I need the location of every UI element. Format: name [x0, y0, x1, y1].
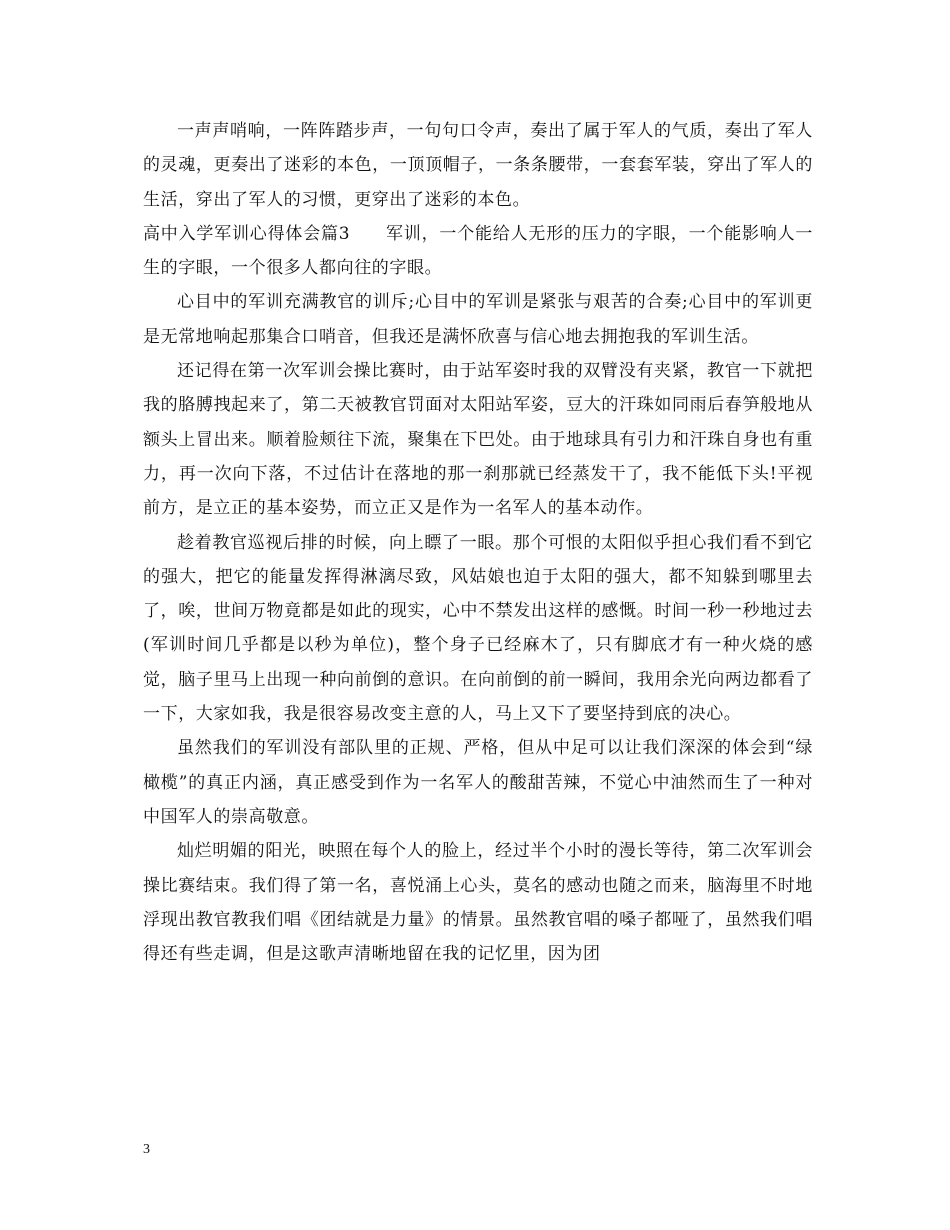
page-number: 3 [143, 1142, 150, 1157]
paragraph-4: 还记得在第一次军训会操比赛时，由于站军姿时我的双臂没有夹紧，教官一下就把我的胳膊拽起来了，第二天被教官罚面对太阳站军姿，豆大的汗珠如同雨后春笋般地从额头上冒出来。顺着脸颊往下流，聚集在下巴处。由于地球具有引力和汗珠自身也有重力，再一次向下落，不过估计在落地的那一刹那就已经蒸发干了，我不能低下头!平视前方，是立正的基本姿势，而立正又是作为一名军人的基本动作。 [143, 361, 813, 519]
paragraph-5: 趁着教官巡视后排的时候，向上瞟了一眼。那个可恨的太阳似乎担心我们看不到它的强大，把它的能量发挥得淋漓尽致，风姑娘也迫于太阳的强大，都不知躲到哪里去了，唉，世间万物竟都是如此的现实，心中不禁发出这样的感慨。时间一秒一秒地过去(军训时间几乎都是以秒为单位)，整个身子已经麻木了，只有脚底才有一种火烧的感觉，脑子里马上出现一种向前倒的意识。在向前倒的前一瞬间，我用余光向两边都看了一下，大家如我，我是很容易改变主意的人，马上又下了要坚持到底的决心。 [143, 532, 813, 725]
paragraph-1: 一声声哨响，一阵阵踏步声，一句句口令声，奏出了属于军人的气质，奏出了军人的灵魂，更奏出了迷彩的本色，一顶顶帽子，一条条腰带，一套套军装，穿出了军人的生活，穿出了军人的习惯，更穿出了迷彩的本色。 [143, 121, 813, 210]
paragraph-2-section-heading: 高中入学军训心得体会篇3 军训，一个能给人无形的压力的字眼，一个能影响人一生的字眼，一个很多人都向往的字眼。 [143, 223, 813, 279]
paragraph-3: 心目中的军训充满教官的训斥;心目中的军训是紧张与艰苦的合奏;心目中的军训更是无常地响起那集合口哨音，但我还是满怀欣喜与信心地去拥抱我的军训生活。 [143, 292, 813, 347]
paragraph-7: 灿烂明媚的阳光，映照在每个人的脸上，经过半个小时的漫长等待，第二次军训会操比赛结束。我们得了第一名，喜悦涌上心头，莫名的感动也随之而来，脑海里不时地浮现出教官教我们唱《团结就是力量》的情景。虽然教官唱的嗓子都哑了，虽然我们唱得还有些走调，但是这歌声清晰地留在我的记忆里，因为团 [143, 841, 813, 965]
paragraph-6: 虽然我们的军训没有部队里的正规、严格，但从中足可以让我们深深的体会到“绿橄榄”的真正内涵，真正感受到作为一名军人的酸甜苦辣，不觉心中油然而生了一种对中国军人的崇高敬意。 [143, 738, 813, 827]
document-body [143, 114, 813, 971]
